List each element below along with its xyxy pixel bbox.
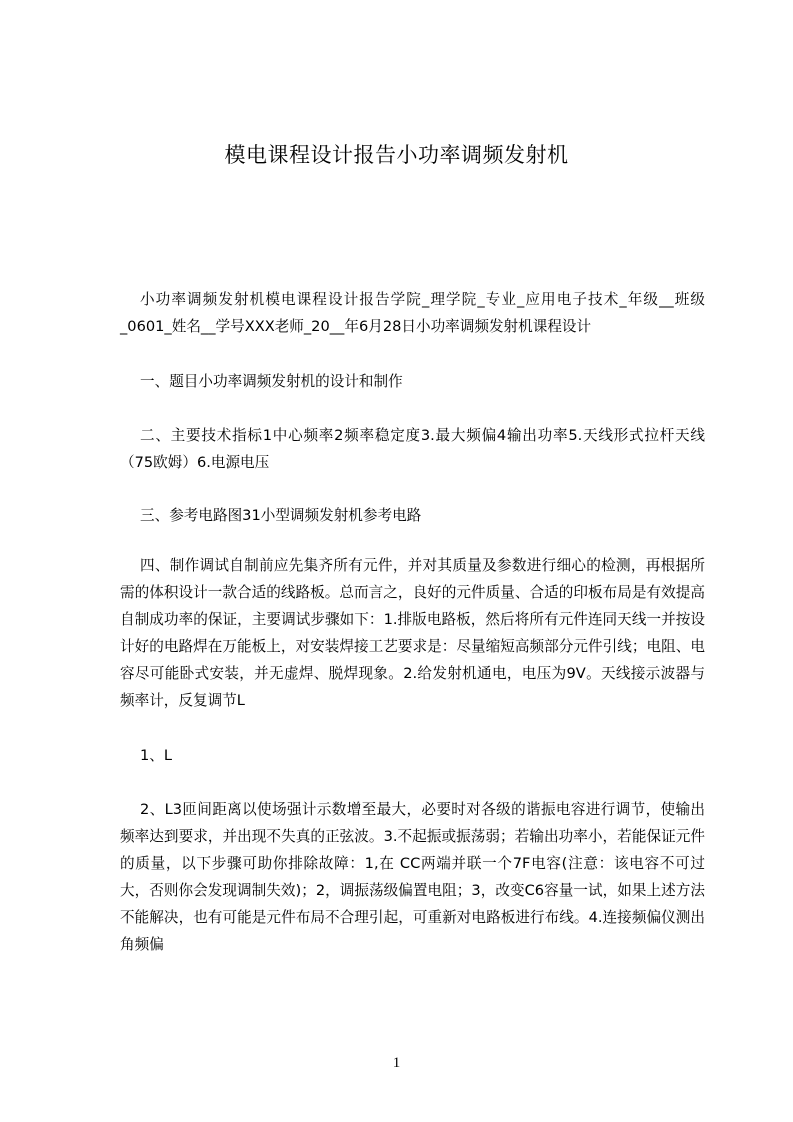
paragraph-section-4: 四、制作调试自制前应先集齐所有元件，并对其质量及参数进行细心的检测，再根据所需的体积设计一款合适的线路板。总而言之，良好的元件质量、合适的印板布局是有效提高自制成功率的保证，主要调试步骤如下：1.排版电路板，然后将所有元件连同天线一并按设计好的电路焊在万能板上，对安装焊接工艺要求是：尽量缩短高频部分元件引线；电阻、电容尽可能卧式安装，并无虚焊、脱焊现象。2.给发射机通电，电压为9V。天线接示波器与频率计，反复调节L — [120, 557, 705, 709]
document-title: 模电课程设计报告小功率调频发射机 — [224, 143, 569, 167]
paragraph-section-1: 一、题目小功率调频发射机的设计和制作 — [140, 373, 403, 390]
page-number: 1 — [392, 1055, 401, 1071]
paragraph-intro: 小功率调频发射机模电课程设计报告学院_理学院_专业_应用电子技术_年级__班级_0601_姓名__学号XXX老师_20__年6月28日小功率调频发射机课程设计 — [120, 291, 705, 335]
paragraph-item-2: 2、L3匝间距离以使场强计示数增至最大，必要时对各级的谐振电容进行调节，使输出频率达到要求，并出现不失真的正弦波。3.不起振或振荡弱；若输出功率小，若能保证元件的质量，以下步骤可助你排除故障：1,在 CC两端并联一个7F电容(注意：该电容不可过大，否则你会发现调制失效)；2，调振荡级偏置电阻；3，改变C6容量一试，如果上述方法不能解决，也有可能是元件布局不合理引起，可重新对电路板进行布线。4.连接频偏仪测出角频偏 — [120, 801, 705, 953]
paragraph-section-2: 二、主要技术指标1中心频率2频率稳定度3.最大频偏4输出功率5.天线形式拉杆天线（75欧姆）6.电源电压 — [120, 427, 705, 471]
paragraph-section-3: 三、参考电路图31小型调频发射机参考电路 — [140, 507, 422, 524]
paragraph-item-1: 1、L — [140, 747, 173, 764]
